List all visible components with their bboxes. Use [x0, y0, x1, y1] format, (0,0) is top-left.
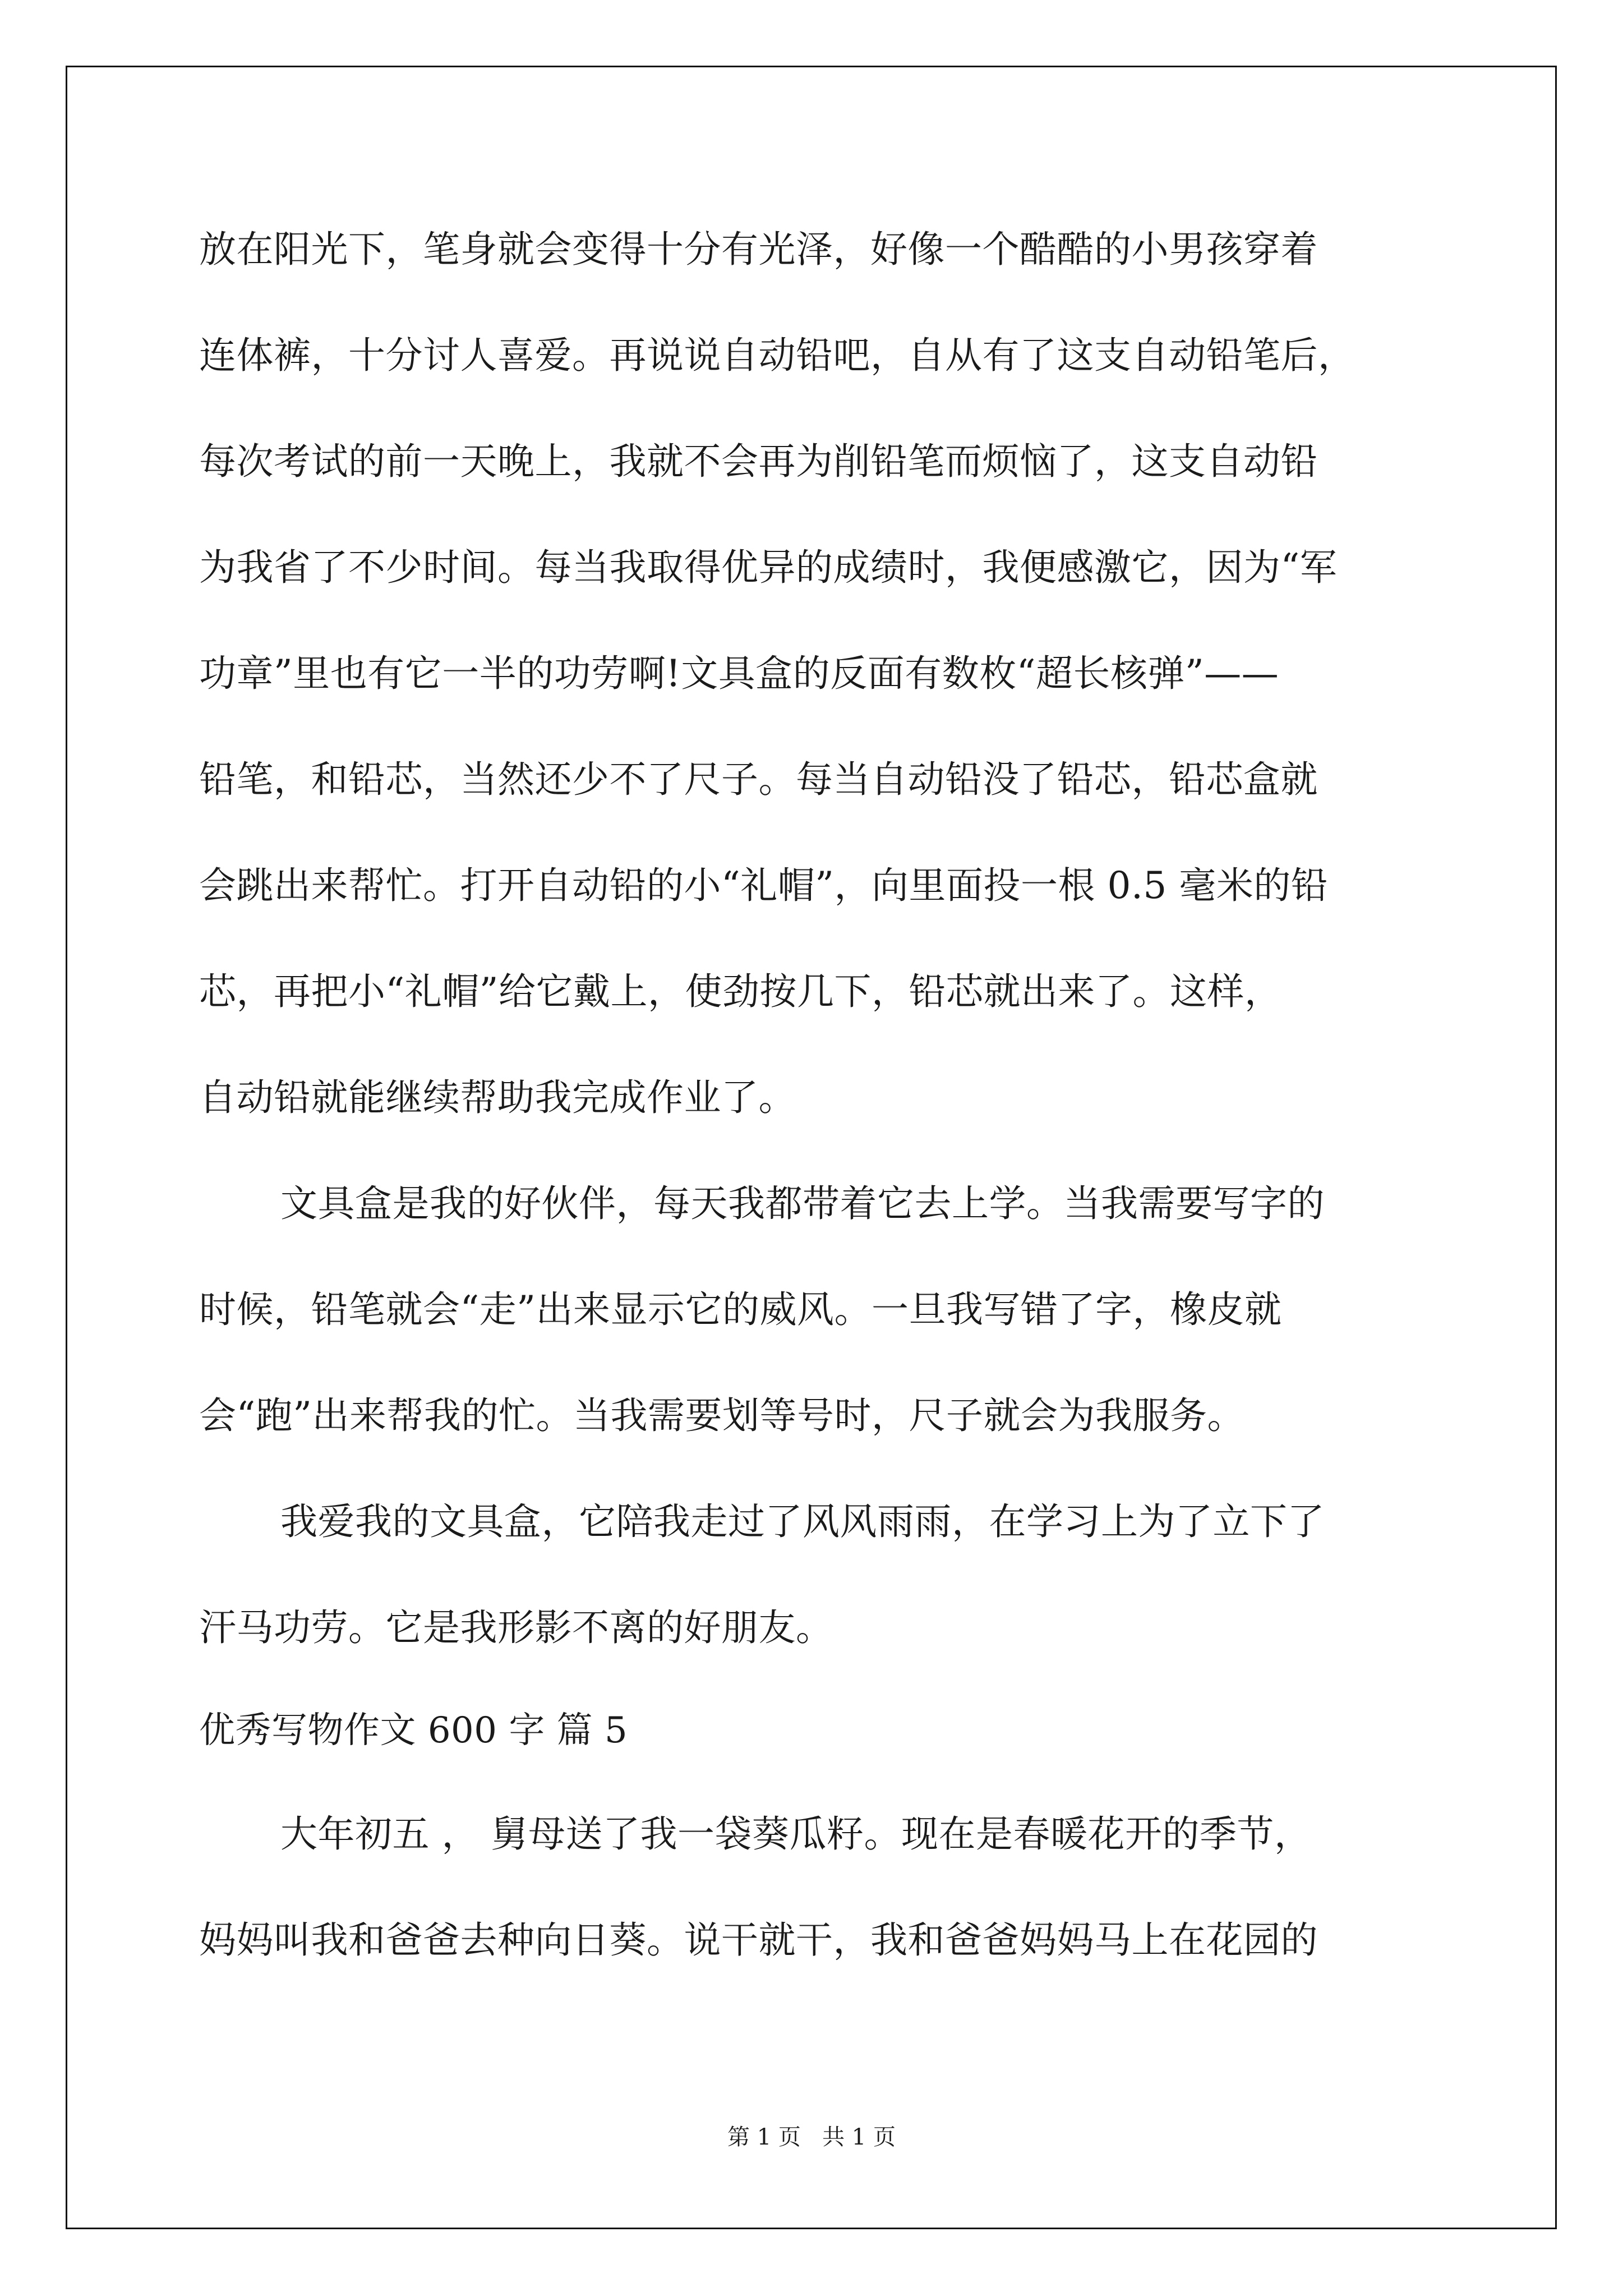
text-line: 每次考试的前一天晚上，我就不会再为削铅笔而烦恼了，这支自动铅 — [199, 440, 1318, 483]
page-border — [66, 66, 1557, 2229]
text-line: 为我省了不少时间。每当我取得优异的成绩时，我便感激它，因为“军 — [199, 546, 1338, 589]
text-line: 放在阳光下，笔身就会变得十分有光泽，好像一个酷酷的小男孩穿着 — [199, 228, 1318, 271]
text-line: 会“跑”出来帮我的忙。当我需要划等号时，尺子就会为我服务。 — [199, 1394, 1244, 1437]
text-line: 时候，铅笔就会“走”出来显示它的威风。一旦我写错了字，橡皮就 — [199, 1288, 1282, 1331]
paragraph-first-line: 我爱我的文具盒，它陪我走过了风风雨雨，在学习上为了立下了 — [280, 1500, 1325, 1543]
section-heading: 优秀写物作文 600 字 篇 5 — [199, 1710, 628, 1751]
paragraph-first-line: 文具盒是我的好伙伴，每天我都带着它去上学。当我需要写字的 — [280, 1182, 1325, 1225]
text-line: 铅笔，和铅芯，当然还少不了尺子。每当自动铅没了铅芯，铅芯盒就 — [199, 758, 1318, 801]
text-line: 功章”里也有它一半的功劳啊!文具盒的反面有数枚“超长核弹”—— — [199, 652, 1279, 695]
text-line: 连体裤，十分讨人喜爱。再说说自动铅吧，自从有了这支自动铅笔后， — [199, 334, 1355, 377]
text-line: 自动铅就能继续帮助我完成作业了。 — [199, 1076, 796, 1119]
text-line: 妈妈叫我和爸爸去种向日葵。说干就干，我和爸爸妈妈马上在花园的 — [199, 1918, 1318, 1962]
text-line: 芯，再把小“礼帽”给它戴上，使劲按几下，铅芯就出来了。这样， — [199, 970, 1282, 1013]
paragraph-first-line: 大年初五 ， 舅母送了我一袋葵瓜籽。现在是春暖花开的季节， — [280, 1812, 1312, 1856]
text-line: 会跳出来帮忙。打开自动铅的小“礼帽”，向里面投一根 0.5 毫米的铅 — [199, 864, 1329, 907]
page-number: 第 1 页 共 1 页 — [727, 2124, 896, 2150]
text-line: 汗马功劳。它是我形影不离的好朋友。 — [199, 1606, 833, 1649]
